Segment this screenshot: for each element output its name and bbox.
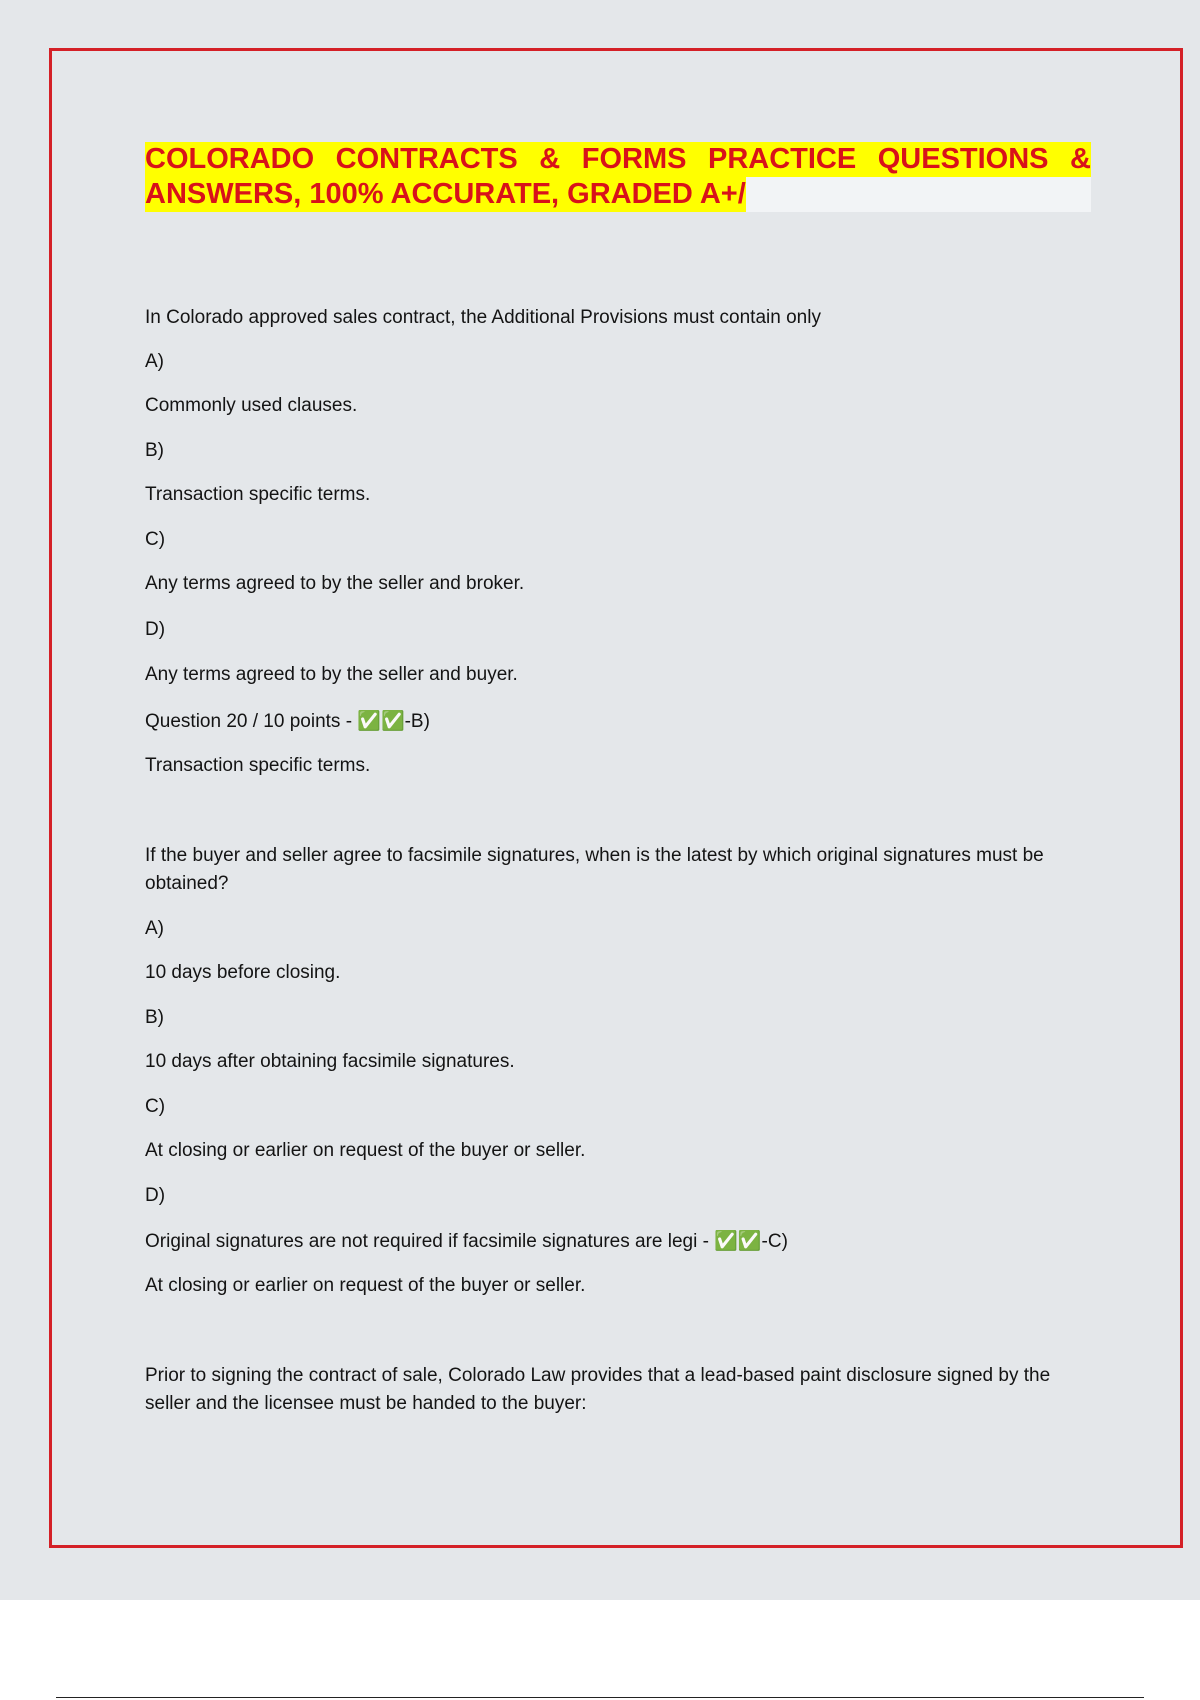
q2-option-a-text: 10 days before closing.	[145, 962, 341, 983]
q2-option-a-label: A)	[145, 918, 164, 939]
q1-option-b-label: B)	[145, 440, 164, 461]
q2-option-b-text: 10 days after obtaining facsimile signatures.	[145, 1051, 515, 1072]
question-3-text: Prior to signing the contract of sale, Colorado Law provides that a lead-based paint disclosure signed by the seller and the licensee must be handed to the buyer:	[145, 1365, 1051, 1414]
document-content	[145, 142, 1091, 1414]
q2-option-d-text: Original signatures are not required if facsimile signatures are legi - ✅✅-C)	[145, 1231, 788, 1252]
title-highlight-gap	[746, 177, 1091, 212]
q2-option-d-label: D)	[145, 1185, 166, 1206]
question-2-text: If the buyer and seller agree to facsimile signatures, when is the latest by which original signatures must be obtained?	[145, 845, 1044, 894]
q1-answer-line: Question 20 / 10 points - ✅✅-B)	[145, 711, 430, 732]
q1-option-d-text: Any terms agreed to by the seller and buyer.	[145, 664, 518, 685]
footer-rule	[56, 1697, 1144, 1698]
q1-option-c-label: C)	[145, 529, 166, 550]
question-1-text: In Colorado approved sales contract, the Additional Provisions must contain only	[145, 307, 821, 328]
q1-option-d-label: D)	[145, 619, 166, 640]
q2-answer-text: At closing or earlier on request of the buyer or seller.	[145, 1275, 586, 1296]
q1-option-c-text: Any terms agreed to by the seller and broker.	[145, 573, 525, 594]
document-title	[145, 142, 1091, 212]
q2-option-c-label: C)	[145, 1096, 166, 1117]
q2-option-c-text: At closing or earlier on request of the buyer or seller.	[145, 1140, 586, 1161]
title-line-2: ANSWERS, 100% ACCURATE, GRADED A+/	[145, 178, 746, 210]
q2-option-b-label: B)	[145, 1007, 164, 1028]
page-border	[49, 48, 1183, 1548]
q1-option-a-label: A)	[145, 351, 164, 372]
q1-answer-text: Transaction specific terms.	[145, 755, 371, 776]
q1-option-b-text: Transaction specific terms.	[145, 484, 371, 505]
q1-option-a-text: Commonly used clauses.	[145, 395, 358, 416]
title-line-1: COLORADO CONTRACTS & FORMS PRACTICE QUESTIONS &	[145, 143, 1091, 175]
title-line-2-wrap	[145, 177, 1091, 212]
